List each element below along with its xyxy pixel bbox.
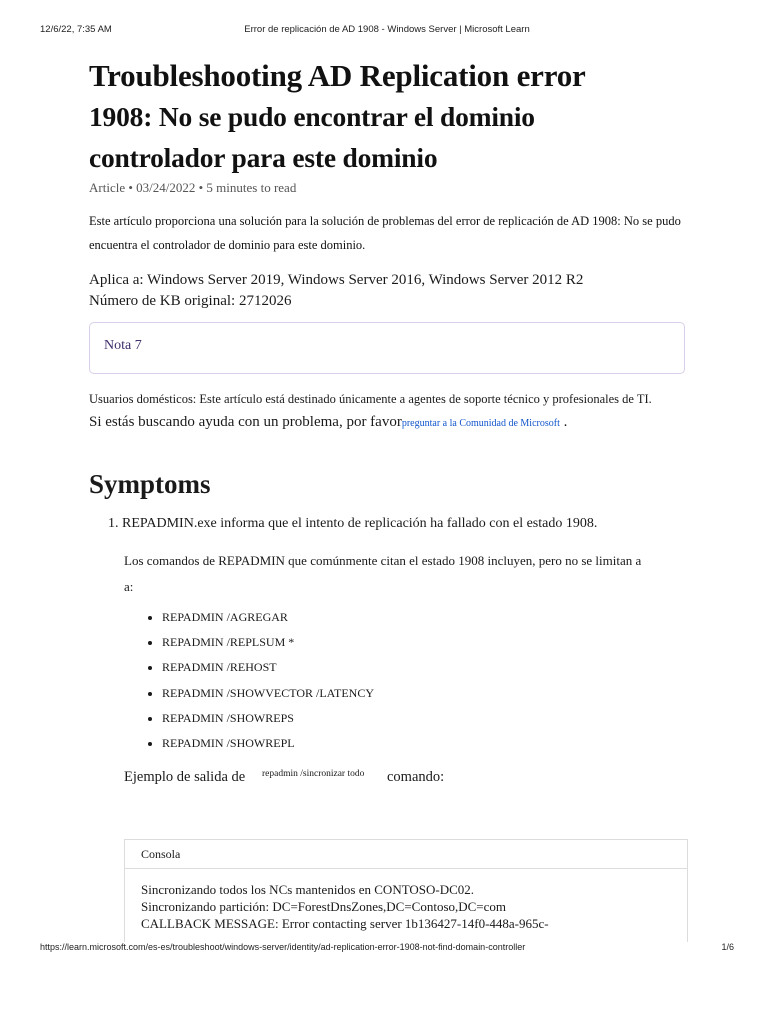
article-meta: Article • 03/24/2022 • 5 minutes to read — [89, 179, 297, 195]
community-link[interactable]: preguntar a la Comunidad de Microsoft — [401, 417, 560, 429]
example-line — [124, 767, 689, 789]
commands-intro — [124, 548, 689, 600]
list-item: • REPADMIN /SHOWREPS — [162, 709, 689, 728]
print-page-title: Error de replicación de AD 1908 - Windows Server | Microsoft Learn — [244, 24, 530, 35]
list-item: • REPADMIN /REPLSUM * — [162, 633, 689, 652]
applies-block — [89, 270, 689, 312]
console-output — [125, 869, 687, 944]
console-line: CALLBACK MESSAGE: Error contacting server 1b136427-14f0-448a-965c- — [141, 916, 549, 931]
intro-paragraph — [89, 209, 689, 257]
list-item: • REPADMIN /SHOWREPL — [162, 734, 689, 753]
print-datetime: 12/6/22, 7:35 AM — [40, 24, 112, 35]
list-item: • REPADMIN /AGREGAR — [162, 608, 689, 627]
list-item: • REPADMIN /SHOWVECTOR /LATENCY — [162, 684, 689, 703]
commands-intro-line-1: Los comandos de REPADMIN que comúnmente citan el estado 1908 incluyen, pero no se limitan a — [124, 552, 642, 568]
print-header — [40, 24, 734, 38]
note-label: Nota 7 — [104, 337, 142, 353]
title-line-1: Troubleshooting AD Replication error — [89, 58, 586, 93]
help-end: . — [563, 413, 568, 430]
step-1: 1. REPADMIN.exe informa que el intento de replicación ha fallado con el estado 1908. — [122, 514, 689, 534]
applies-to: Aplica a: Windows Server 2019, Windows Server 2016, Windows Server 2012 R2 — [89, 271, 584, 288]
title-line-3: controlador para este dominio — [89, 141, 438, 173]
console-block — [124, 839, 688, 949]
commands-list — [89, 608, 689, 753]
console-label: Consola — [125, 840, 687, 869]
console-line: Sincronizando partición: DC=ForestDnsZones,DC=Contoso,DC=com — [141, 899, 507, 914]
kb-number: Número de KB original: 2712026 — [89, 292, 292, 309]
help-text: Si estás buscando ayuda con un problema, por favor — [89, 413, 402, 430]
article-content — [89, 56, 689, 789]
example-trail: comando: — [387, 768, 445, 785]
commands-intro-line-2: a: — [124, 578, 134, 594]
home-users-note: Usuarios domésticos: Este artículo está destinado únicamente a agentes de soporte técnico y profesionales de TI. — [89, 391, 652, 406]
intro-line-2: encuentra el controlador de dominio para este dominio. — [89, 237, 366, 252]
help-line — [89, 412, 689, 434]
title-line-2: 1908: No se pudo encontrar el dominio — [89, 100, 535, 132]
print-url: https://learn.microsoft.com/es-es/troubleshoot/windows-server/identity/ad-replication-error-1908-not-find-domain-controller — [40, 942, 526, 952]
page-title — [89, 56, 689, 178]
example-lead: Ejemplo de salida de — [124, 768, 246, 785]
print-footer — [40, 942, 734, 956]
symptoms-steps — [89, 514, 689, 534]
console-line: Sincronizando todos los NCs mantenidos en CONTOSO-DC02. — [141, 882, 475, 897]
page-number: 1/6 — [721, 942, 734, 952]
example-code: repadmin /sincronizar todo — [262, 768, 365, 779]
intro-line-1: Este artículo proporciona una solución para la solución de problemas del error de replicación de AD 1908: No se pudo — [89, 213, 681, 228]
list-item: • REPADMIN /REHOST — [162, 658, 689, 677]
note-box — [89, 322, 685, 374]
symptoms-heading: Symptoms — [89, 468, 211, 499]
